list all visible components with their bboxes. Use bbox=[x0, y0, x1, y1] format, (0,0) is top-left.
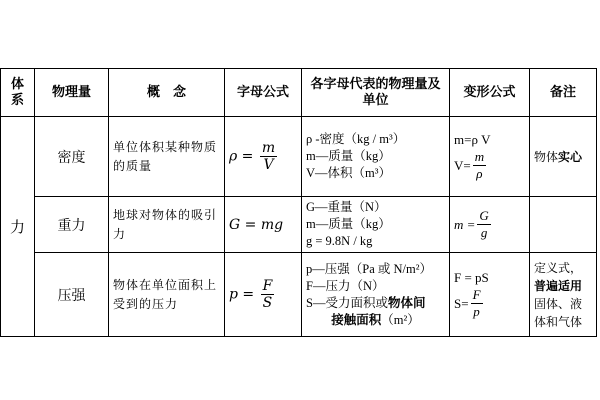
meaning-cell bbox=[302, 197, 450, 253]
transform-denominator: p bbox=[473, 304, 480, 319]
transform-numerator: F bbox=[472, 287, 481, 302]
note-cell bbox=[530, 197, 597, 253]
quantity-cell: 压强 bbox=[35, 253, 109, 337]
formula-lhs: ρ = bbox=[229, 148, 254, 165]
meaning-line: g = 9.8N / kg bbox=[306, 234, 373, 248]
transform-numerator: G bbox=[479, 208, 489, 223]
meaning-line: ρ -密度（kg / m³） bbox=[306, 132, 406, 146]
meaning-line: m—质量（kg） bbox=[306, 149, 391, 163]
concept-cell: 地球对物体的吸引力 bbox=[109, 197, 225, 253]
meaning-cell bbox=[302, 253, 450, 337]
quantity-cell: 密度 bbox=[35, 117, 109, 197]
meaning-line: V—体积（m³） bbox=[306, 166, 391, 180]
note-text: 固体、液体和气体 bbox=[534, 296, 583, 329]
concept-cell: 物体在单位面积上受到的压力 bbox=[109, 253, 225, 337]
header-note: 备注 bbox=[530, 69, 597, 117]
meaning-line: G—重量（N） bbox=[306, 200, 387, 214]
table-row bbox=[1, 253, 597, 337]
meaning-bold: 物体间 bbox=[387, 295, 426, 310]
transform-line bbox=[454, 208, 525, 241]
transform-line: m=ρ V bbox=[454, 132, 491, 147]
transform-cell bbox=[450, 253, 530, 337]
meaning-text: S—受力面积或 bbox=[306, 295, 388, 310]
note-bold: 普遍适用 bbox=[534, 278, 583, 293]
transform-line bbox=[454, 287, 525, 320]
formula-numerator: m bbox=[261, 140, 276, 156]
quantity-cell: 重力 bbox=[35, 197, 109, 253]
header-system: 体系 bbox=[1, 69, 35, 117]
transform-cell bbox=[450, 197, 530, 253]
formula-numerator: F bbox=[262, 278, 273, 294]
transform-denominator: g bbox=[480, 225, 488, 240]
header-row bbox=[1, 69, 597, 117]
system-cell: 力 bbox=[1, 117, 35, 337]
formula-cell bbox=[225, 117, 302, 197]
meaning-line: m—质量（kg） bbox=[306, 217, 391, 231]
header-concept: 概 念 bbox=[109, 69, 225, 117]
meaning-line: p—压强（Pa 或 N/m²） bbox=[306, 261, 432, 276]
formula-cell: G = mg bbox=[225, 197, 302, 253]
header-meaning: 各字母代表的物理量及单位 bbox=[302, 69, 450, 117]
concept-cell: 单位体积某种物质的质量 bbox=[109, 117, 225, 197]
transform-denominator: ρ bbox=[476, 166, 483, 181]
meaning-text: （m²） bbox=[381, 312, 420, 327]
meaning-bold: 接触面积 bbox=[331, 312, 382, 327]
transform-line: F = pS bbox=[454, 270, 489, 285]
note-bold: 实心 bbox=[558, 149, 583, 164]
transform-fraction bbox=[473, 149, 486, 182]
formula-denominator: S bbox=[262, 295, 273, 311]
transform-lhs: S= bbox=[454, 295, 469, 311]
note-text: 物体 bbox=[534, 149, 559, 164]
transform-line bbox=[454, 149, 525, 182]
formula-cell bbox=[225, 253, 302, 337]
header-transform: 变形公式 bbox=[450, 69, 530, 117]
transform-fraction bbox=[471, 287, 483, 320]
note-cell bbox=[530, 253, 597, 337]
physics-formula-table bbox=[0, 68, 597, 337]
note-cell bbox=[530, 117, 597, 197]
formula-fraction bbox=[260, 140, 277, 173]
header-quantity: 物理量 bbox=[35, 69, 109, 117]
transform-lhs: V= bbox=[454, 157, 471, 173]
formula-fraction bbox=[261, 278, 275, 311]
transform-numerator: m bbox=[474, 149, 485, 164]
table-row bbox=[1, 197, 597, 253]
table-row bbox=[1, 117, 597, 197]
meaning-line bbox=[306, 312, 445, 329]
header-formula: 字母公式 bbox=[225, 69, 302, 117]
meaning-cell bbox=[302, 117, 450, 197]
formula-lhs: p = bbox=[229, 286, 255, 303]
transform-lhs: m = bbox=[454, 216, 476, 232]
transform-fraction bbox=[477, 208, 490, 241]
transform-cell bbox=[450, 117, 530, 197]
formula-denominator: V bbox=[263, 157, 274, 173]
note-text: 定义式， bbox=[534, 260, 583, 275]
meaning-line: F—压力（N） bbox=[306, 278, 385, 293]
meaning-line bbox=[306, 295, 445, 312]
